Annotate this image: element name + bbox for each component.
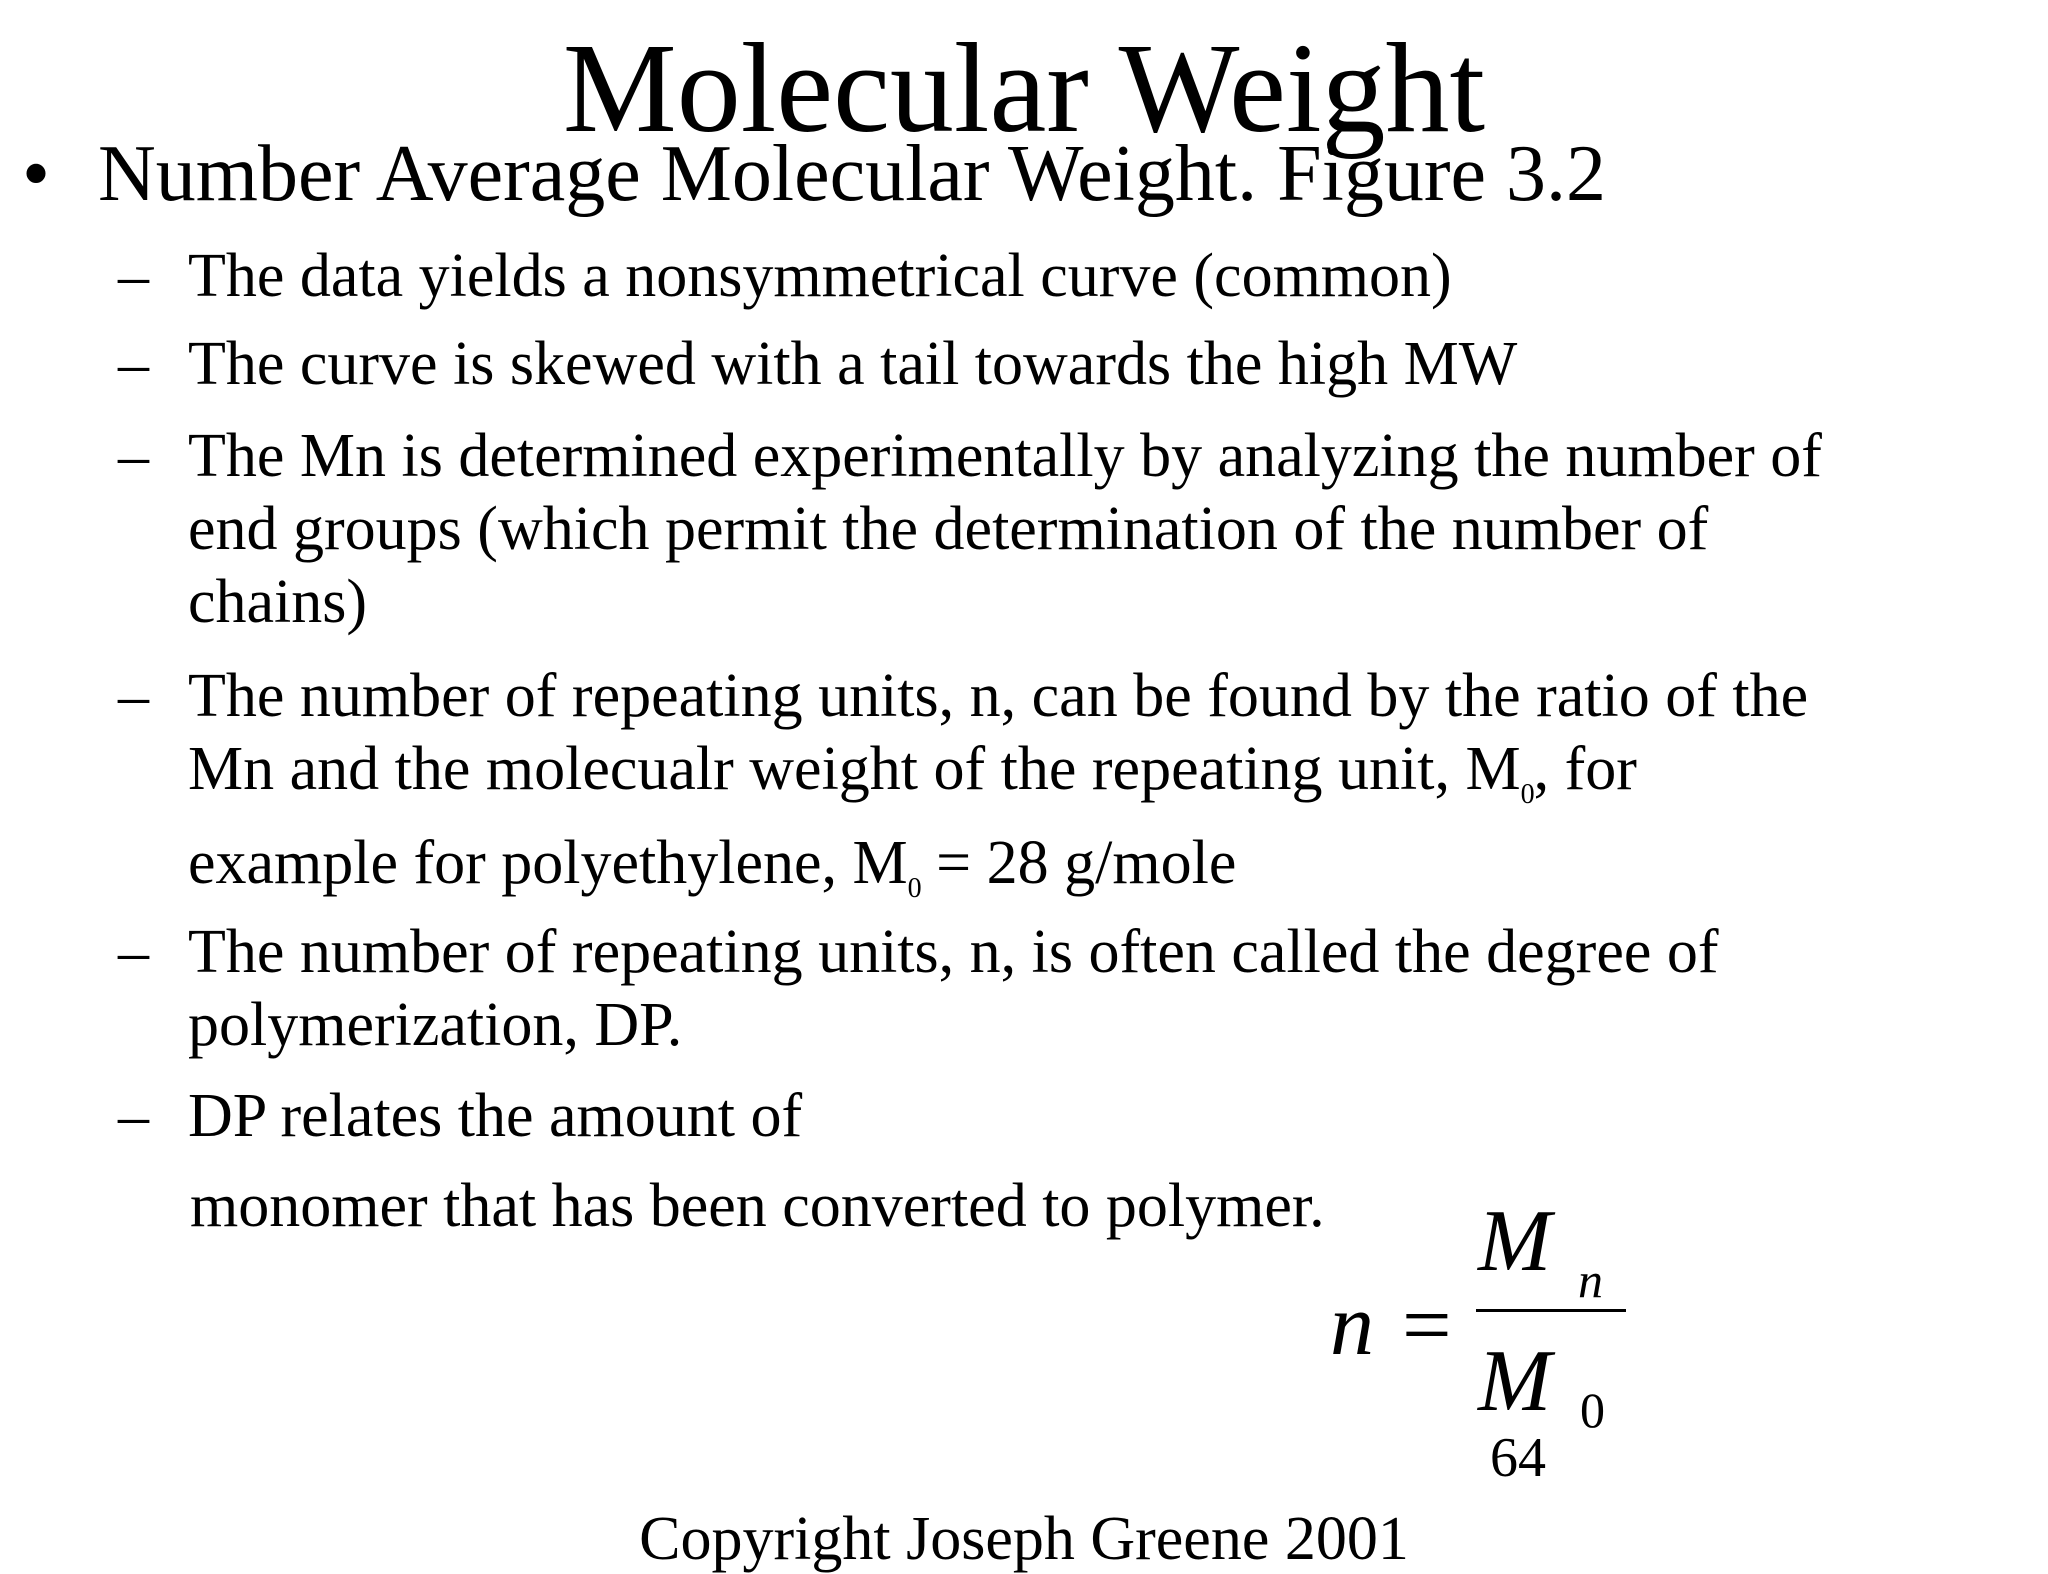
degree-of-polymerization-formula (1330, 1193, 1750, 1460)
sub-bullet-line: end groups (which permit the determination of the number of (188, 495, 1709, 563)
sub-bullet-line: The data yields a nonsymmetrical curve (common) (188, 242, 1452, 310)
sub-bullet-line (188, 733, 2018, 817)
sub-bullet-2-text (188, 328, 2018, 401)
formula-lhs: n (1330, 1277, 1374, 1374)
formula-denominator-subscript: 0 (1580, 1382, 1605, 1438)
continuation-text: monomer that has been converted to polymer. (190, 1172, 1325, 1240)
sub-bullet-line: chains) (188, 568, 368, 636)
subscript-zero: 0 (907, 873, 921, 904)
slide-title: Molecular Weight (562, 17, 1486, 159)
line-text: = 28 g/mole (920, 829, 1237, 897)
sub-bullet-3-text (188, 420, 2018, 639)
sub-bullet-4-text (188, 660, 2018, 911)
formula-equals: = (1402, 1277, 1452, 1374)
sub-bullet-line: polymerization, DP. (188, 991, 683, 1059)
main-bullet-text: Number Average Molecular Weight. Figure 3.2 (98, 130, 1606, 218)
formula-denominator: M (1478, 1333, 1552, 1430)
line-text: example for polyethylene, M (188, 829, 908, 897)
sub-bullet-line: DP relates the amount of (188, 1082, 803, 1150)
bullet-marker: • (22, 130, 51, 218)
sub-bullet-line: The number of repeating units, n, can be found by the ratio of the (188, 662, 1809, 730)
formula-numerator: M (1478, 1193, 1552, 1290)
formula-numerator-subscript: n (1578, 1252, 1603, 1308)
line-text: Mn and the molecualr weight of the repeating unit, M (188, 735, 1521, 803)
dash-marker: – (118, 1082, 149, 1150)
sub-bullet-line: The Mn is determined experimentally by analyzing the number of (188, 422, 1822, 490)
dash-marker: – (118, 918, 149, 986)
fraction-bar (1476, 1309, 1626, 1312)
sub-bullet-1-text (188, 240, 2018, 313)
sub-bullet-5-text (188, 916, 2018, 1062)
sub-bullet-line: The curve is skewed with a tail towards the high MW (188, 330, 1518, 398)
dash-marker: – (118, 662, 149, 730)
subscript-zero: 0 (1520, 779, 1534, 810)
dash-marker: – (118, 242, 149, 310)
line-text: , for (1533, 735, 1637, 803)
dash-marker: – (118, 422, 149, 490)
dash-marker: – (118, 330, 149, 398)
sub-bullet-line (188, 827, 2018, 911)
page-number: 64 (1490, 1427, 1546, 1489)
sub-bullet-6-text (188, 1080, 2018, 1153)
copyright-footer: Copyright Joseph Greene 2001 (639, 1505, 1409, 1573)
sub-bullet-line: The number of repeating units, n, is often called the degree of (188, 918, 1719, 986)
